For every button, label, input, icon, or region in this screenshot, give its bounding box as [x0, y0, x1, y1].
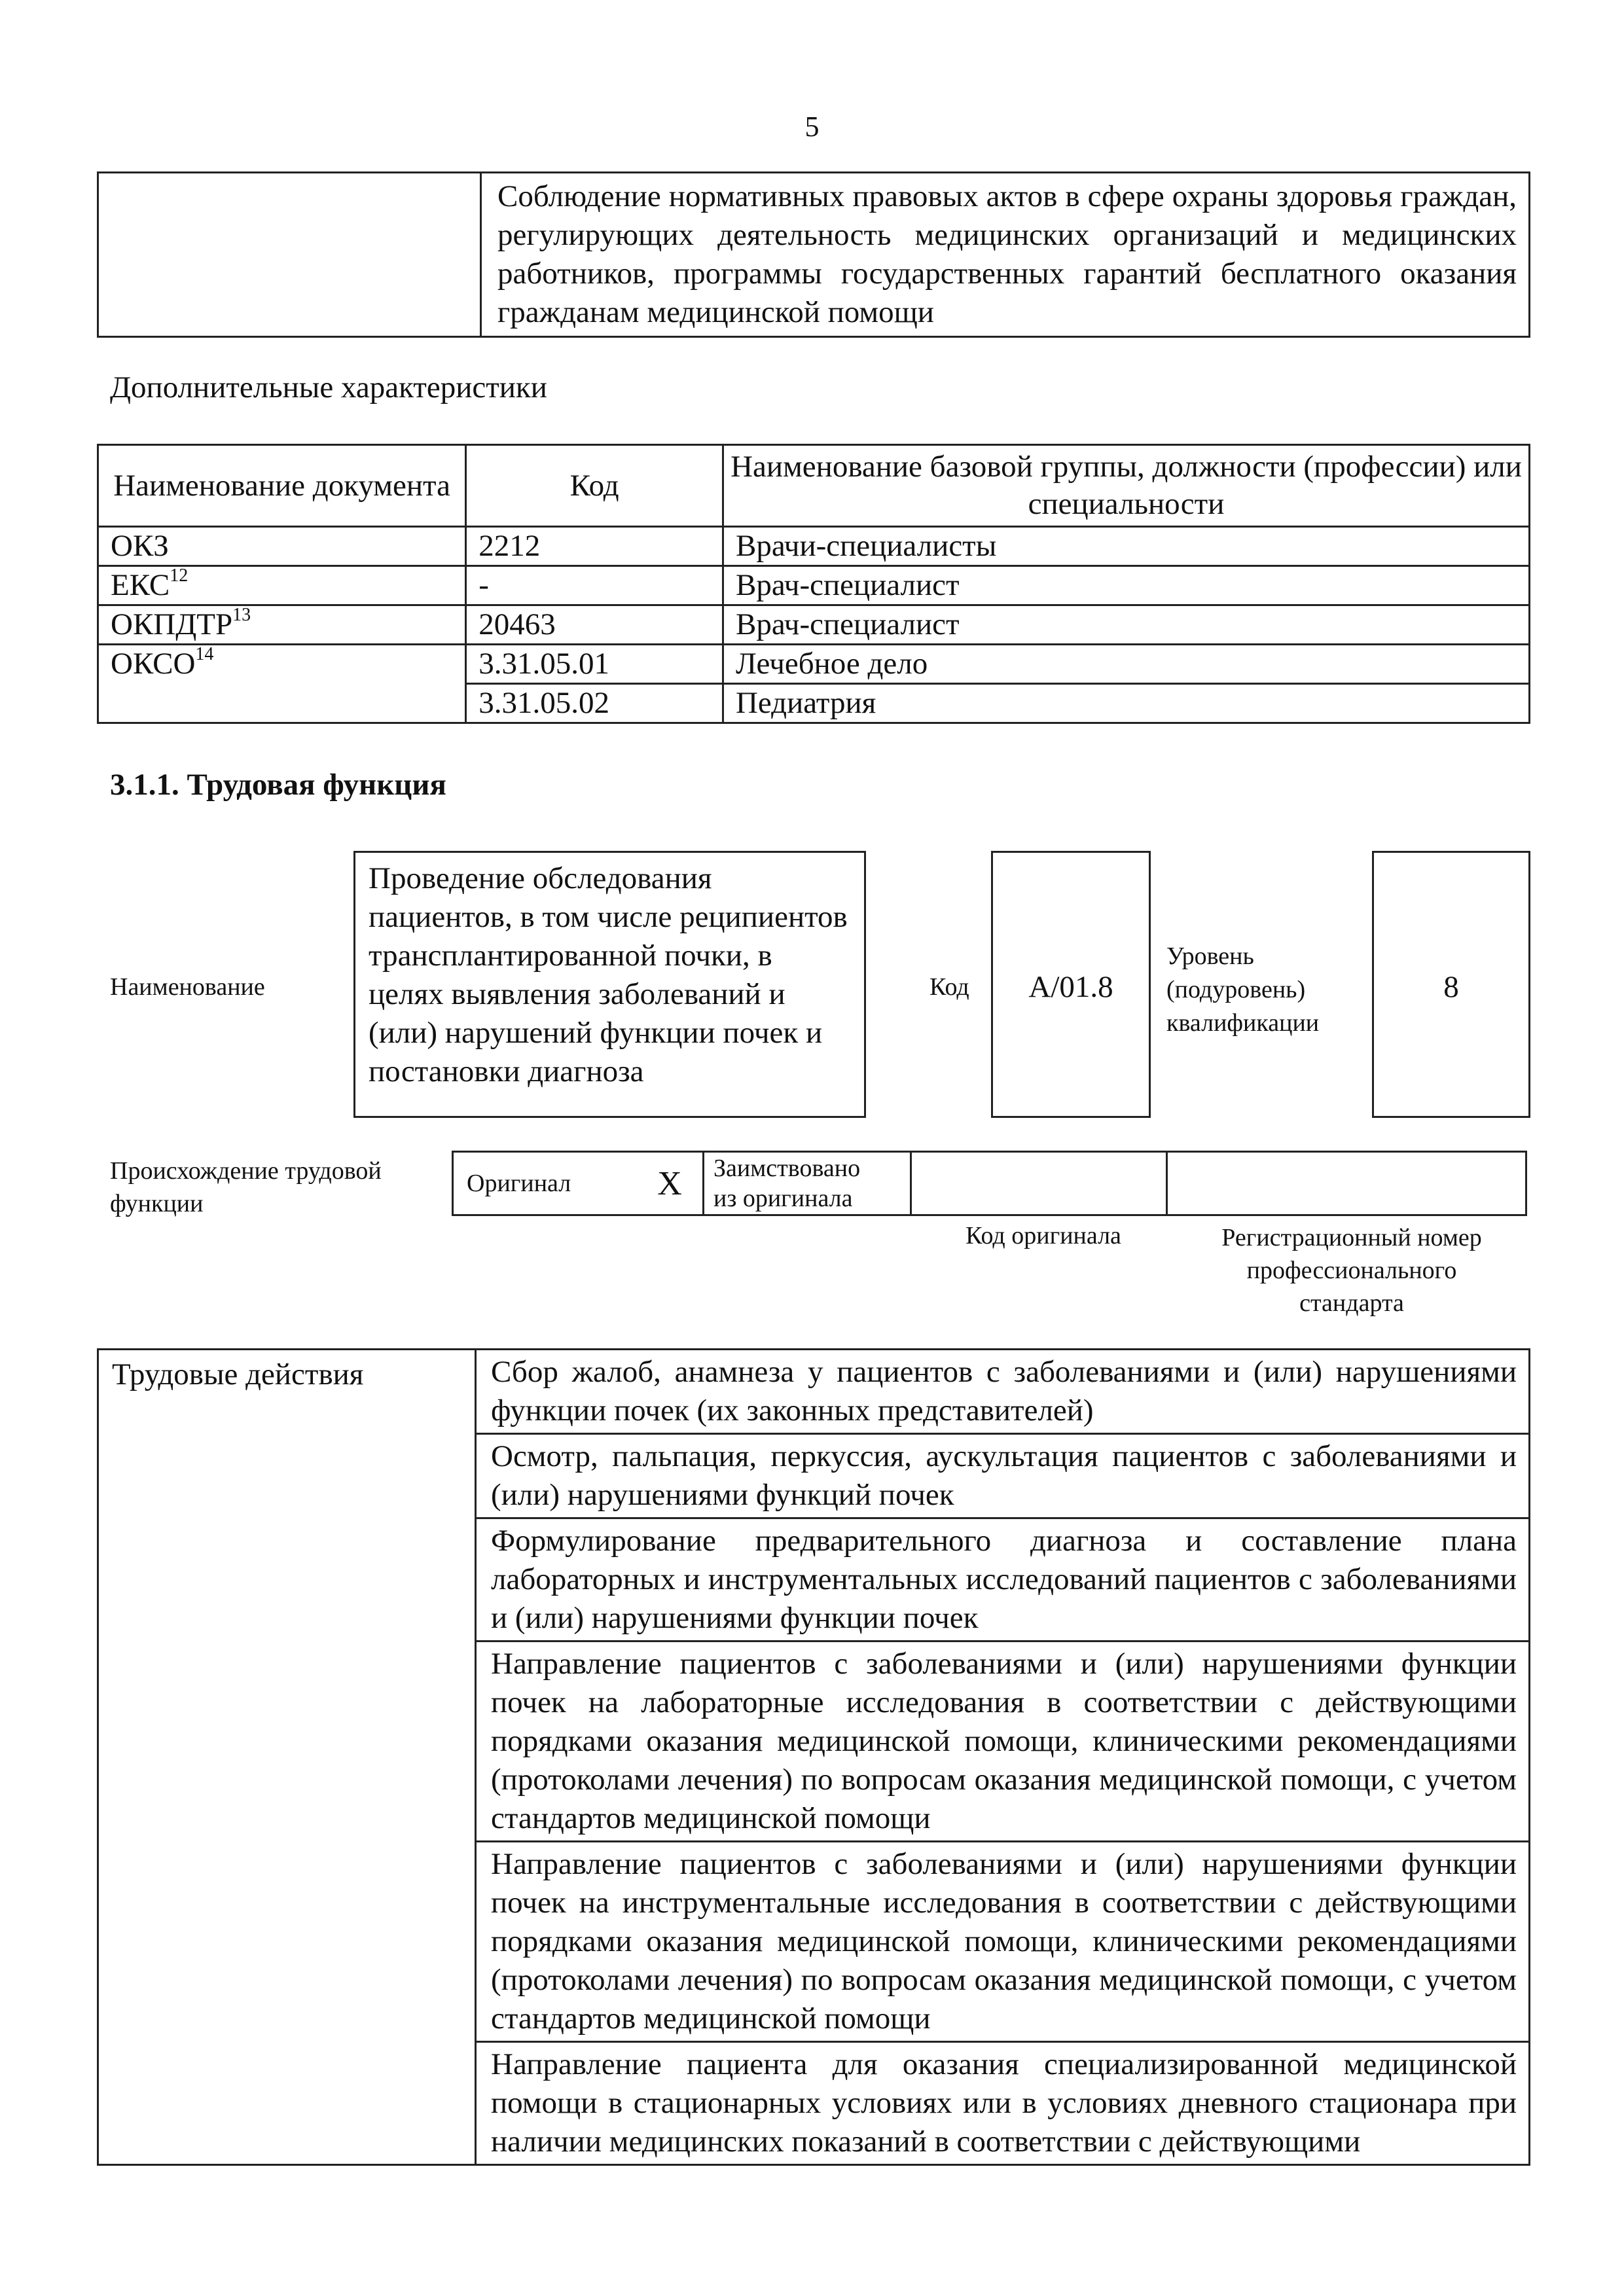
actions-label: Трудовые действия: [98, 1350, 476, 2165]
empty-cell: [98, 173, 481, 337]
doc-cell: ЕКС$^{12}$: [98, 566, 466, 605]
header-document: Наименование документа: [98, 445, 466, 527]
doc-cell: ОКПДТР$^{13}$: [98, 605, 466, 645]
origin-label: Происхождение трудовой функции: [110, 1157, 382, 1217]
section-title: 3.1.1. Трудовая функция: [110, 768, 446, 802]
original-code-cell: [911, 1152, 1167, 1215]
labor-actions-table: [97, 1348, 1530, 2166]
action-item: Направление пациентов с заболеваниями и (или) нарушениями функции почек на лабораторные исследования в соответствии с действующими порядками оказания медицинской помощи, клиническими рекомендациями (протоколами лечения) по вопросам оказания медицинской помощи, с учетом стандартов медицинской помощи: [476, 1641, 1530, 1842]
action-item: Осмотр, пальпация, перкуссия, аускультация пациентов с заболеваниями и (или) нарушениями функций почек: [476, 1434, 1530, 1518]
table-row: [98, 605, 1530, 645]
table-header-row: [98, 445, 1530, 527]
code-cell: 3.31.05.01: [466, 645, 723, 684]
doc-cell: ОКСО$^{14}$: [98, 645, 466, 723]
footnote-ref: 14: [195, 644, 214, 664]
header-group: Наименование базовой группы, должности (профессии) или специальности: [723, 445, 1529, 527]
origin-table: [452, 1151, 1527, 1216]
qualification-level-label: Уровень (подуровень) квалификации: [1166, 942, 1320, 1037]
continuation-table: [97, 171, 1530, 338]
function-name-box: Проведение обследования пациентов, в том числе реципиентов трансплантированной почки, в целях выявления заболеваний и (или) нарушений функции почек и постановки диагноза: [353, 851, 866, 1118]
code-cell: 2212: [466, 527, 723, 566]
name-cell: Врач-специалист: [723, 566, 1529, 605]
name-cell: Врачи-специалисты: [723, 527, 1529, 566]
function-code-box: A/01.8: [991, 851, 1151, 1118]
registration-number-cell: [1167, 1152, 1526, 1215]
original-cell: Оригинал: [453, 1152, 638, 1215]
additional-characteristics-table: [97, 444, 1530, 724]
action-item: Сбор жалоб, анамнеза у пациентов с заболеваниями и (или) нарушениями функции почек (их законных представителей): [476, 1350, 1530, 1434]
table-row: [98, 527, 1530, 566]
action-item: Формулирование предварительного диагноза и составление плана лабораторных и инструментальных исследований пациентов с заболеваниями и (или) нарушениями функции почек: [476, 1518, 1530, 1641]
name-cell: Лечебное дело: [723, 645, 1529, 684]
footnote-ref: 12: [170, 565, 189, 586]
code-cell: -: [466, 566, 723, 605]
action-item: Направление пациентов с заболеваниями и (или) нарушениями функции почек на инструментальные исследования в соответствии с действующими порядками оказания медицинской помощи, клиническими рекомендациями (протоколами лечения) по вопросам оказания медицинской помощи, с учетом стандартов медицинской помощи: [476, 1842, 1530, 2042]
name-cell: Педиатрия: [723, 684, 1529, 723]
table-row: [98, 645, 1530, 684]
borrowed-cell: Заимствовано из оригинала: [704, 1152, 911, 1215]
additional-characteristics-heading: Дополнительные характеристики: [110, 370, 547, 404]
table-row: [98, 566, 1530, 605]
code-cell: 3.31.05.02: [466, 684, 723, 723]
footnote-ref: 13: [232, 605, 251, 625]
doc-cell: ОКЗ: [98, 527, 466, 566]
function-code-label: Код: [929, 973, 969, 1001]
name-cell: Врач-специалист: [723, 605, 1529, 645]
table-row: [98, 1350, 1530, 1434]
registration-number-caption: Регистрационный номер профессионального стандарта: [1221, 1224, 1482, 1317]
page-number: 5: [804, 111, 820, 143]
continuation-text: Соблюдение нормативных правовых актов в сфере охраны здоровья граждан, регулирующих деятельность медицинских организаций и медицинских работников, программы государственных гарантий бесплатного оказания гражданам медицинской помощи: [481, 173, 1530, 337]
action-item: Направление пациента для оказания специализированной медицинской помощи в стационарных условиях или в условиях дневного стационара при наличии медицинских показаний в соответствии с действующими: [476, 2042, 1530, 2165]
qualification-level-box: 8: [1372, 851, 1530, 1118]
original-code-caption: Код оригинала: [965, 1222, 1121, 1249]
header-code: Код: [466, 445, 723, 527]
function-name-label: Наименование: [110, 973, 265, 1001]
code-cell: 20463: [466, 605, 723, 645]
original-mark: X: [637, 1152, 704, 1215]
